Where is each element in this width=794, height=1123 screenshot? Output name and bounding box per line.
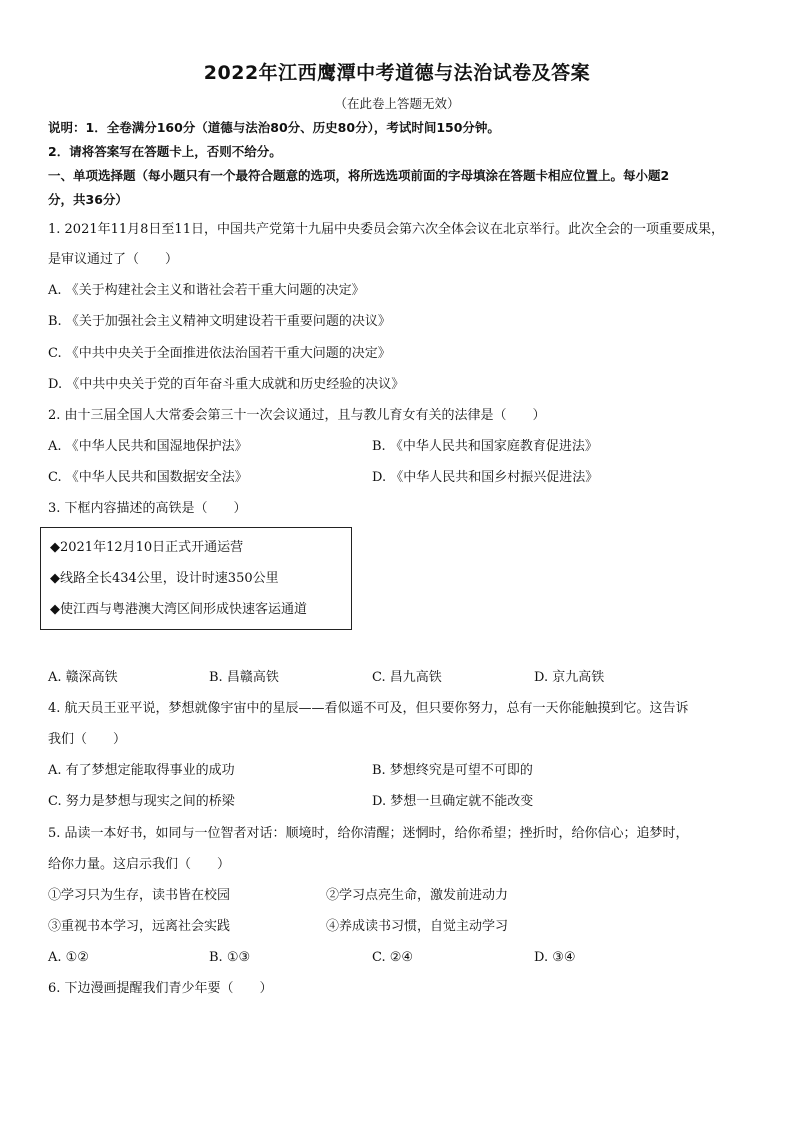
question-1-option-b: B. 《关于加强社会主义精神文明建设若干重要问题的决议》 bbox=[48, 314, 391, 329]
question-5-statement-1: ①学习只为生存，读书皆在校园 bbox=[48, 888, 231, 903]
question-4-option-b: B. 梦想终究是可望不可即的 bbox=[372, 763, 533, 778]
question-5-option-b: B. ①③ bbox=[209, 950, 251, 965]
info-box-item: ◆线路全长434公里，设计时速350公里 bbox=[50, 571, 279, 586]
note-line-1: 说明：1．全卷满分160分（道德与法治80分、历史80分），考试时间150分钟。 bbox=[48, 120, 500, 135]
question-5-statement-2: ②学习点亮生命，激发前进动力 bbox=[326, 888, 509, 903]
page-subtitle: （在此卷上答题无效） bbox=[334, 96, 460, 111]
question-4-stem-line-2: 我们（ ） bbox=[48, 732, 127, 747]
question-4-option-c: C. 努力是梦想与现实之间的桥梁 bbox=[48, 794, 235, 809]
question-5-stem-line-2: 给你力量。这启示我们（ ） bbox=[48, 857, 231, 872]
question-1-option-c: C. 《中共中央关于全面推进依法治国若干重大问题的决定》 bbox=[48, 346, 391, 361]
question-4-option-a: A. 有了梦想定能取得事业的成功 bbox=[48, 763, 235, 778]
question-1-option-d: D. 《中共中央关于党的百年奋斗重大成就和历史经验的决议》 bbox=[48, 377, 405, 392]
question-3-option-b: B. 昌赣高铁 bbox=[209, 670, 279, 685]
question-3-option-d: D. 京九高铁 bbox=[534, 670, 605, 685]
question-5-option-c: C. ②④ bbox=[372, 950, 414, 965]
note-line-2: 2．请将答案写在答题卡上，否则不给分。 bbox=[48, 144, 282, 159]
info-box-item: ◆使江西与粤港澳大湾区间形成快速客运通道 bbox=[50, 602, 307, 617]
question-5-option-a: A. ①② bbox=[48, 950, 89, 965]
question-5-option-d: D. ③④ bbox=[534, 950, 576, 965]
question-1-option-a: A. 《关于构建社会主义和谐社会若干重大问题的决定》 bbox=[48, 283, 365, 298]
question-2-option-a: A. 《中华人民共和国湿地保护法》 bbox=[48, 439, 248, 454]
question-5-statement-4: ④养成读书习惯，自觉主动学习 bbox=[326, 919, 509, 934]
info-box-item: ◆2021年12月10日正式开通运营 bbox=[50, 540, 244, 555]
question-2-stem: 2. 由十三届全国人大常委会第三十一次会议通过，且与教儿育女有关的法律是（ ） bbox=[48, 408, 546, 423]
question-5-statement-3: ③重视书本学习，远离社会实践 bbox=[48, 919, 231, 934]
question-2-option-c: C. 《中华人民共和国数据安全法》 bbox=[48, 470, 248, 485]
question-1-stem-line-2: 是审议通过了（ ） bbox=[48, 252, 179, 267]
question-3-info-box bbox=[40, 527, 352, 630]
page-title: 2022年江西鹰潭中考道德与法治试卷及答案 bbox=[203, 62, 591, 84]
question-3-option-c: C. 昌九高铁 bbox=[372, 670, 442, 685]
section-heading-line-2: 分，共36分） bbox=[48, 192, 128, 207]
question-3-stem: 3. 下框内容描述的高铁是（ ） bbox=[48, 501, 247, 516]
question-4-stem-line-1: 4. 航天员王亚平说，梦想就像宇宙中的星辰——看似遥不可及，但只要你努力，总有一天你能触摸到它。这告诉 bbox=[48, 701, 689, 716]
section-heading-line-1: 一、单项选择题（每小题只有一个最符合题意的选项，将所选选项前面的字母填涂在答题卡相应位置上。每小题2 bbox=[48, 168, 670, 183]
question-2-option-d: D. 《中华人民共和国乡村振兴促进法》 bbox=[372, 470, 599, 485]
question-5-stem-line-1: 5. 品读一本好书，如同与一位智者对话：顺境时，给你清醒；迷惘时，给你希望；挫折时，给你信心；追梦时， bbox=[48, 826, 689, 841]
question-6-stem: 6. 下边漫画提醒我们青少年要（ ） bbox=[48, 981, 273, 996]
question-2-option-b: B. 《中华人民共和国家庭教育促进法》 bbox=[372, 439, 598, 454]
question-3-option-a: A. 赣深高铁 bbox=[48, 670, 118, 685]
question-1-stem-line-1: 1. 2021年11月8日至11日，中国共产党第十九届中央委员会第六次全体会议在北京举行。此次全会的一项重要成果， bbox=[48, 222, 724, 237]
question-4-option-d: D. 梦想一旦确定就不能改变 bbox=[372, 794, 534, 809]
